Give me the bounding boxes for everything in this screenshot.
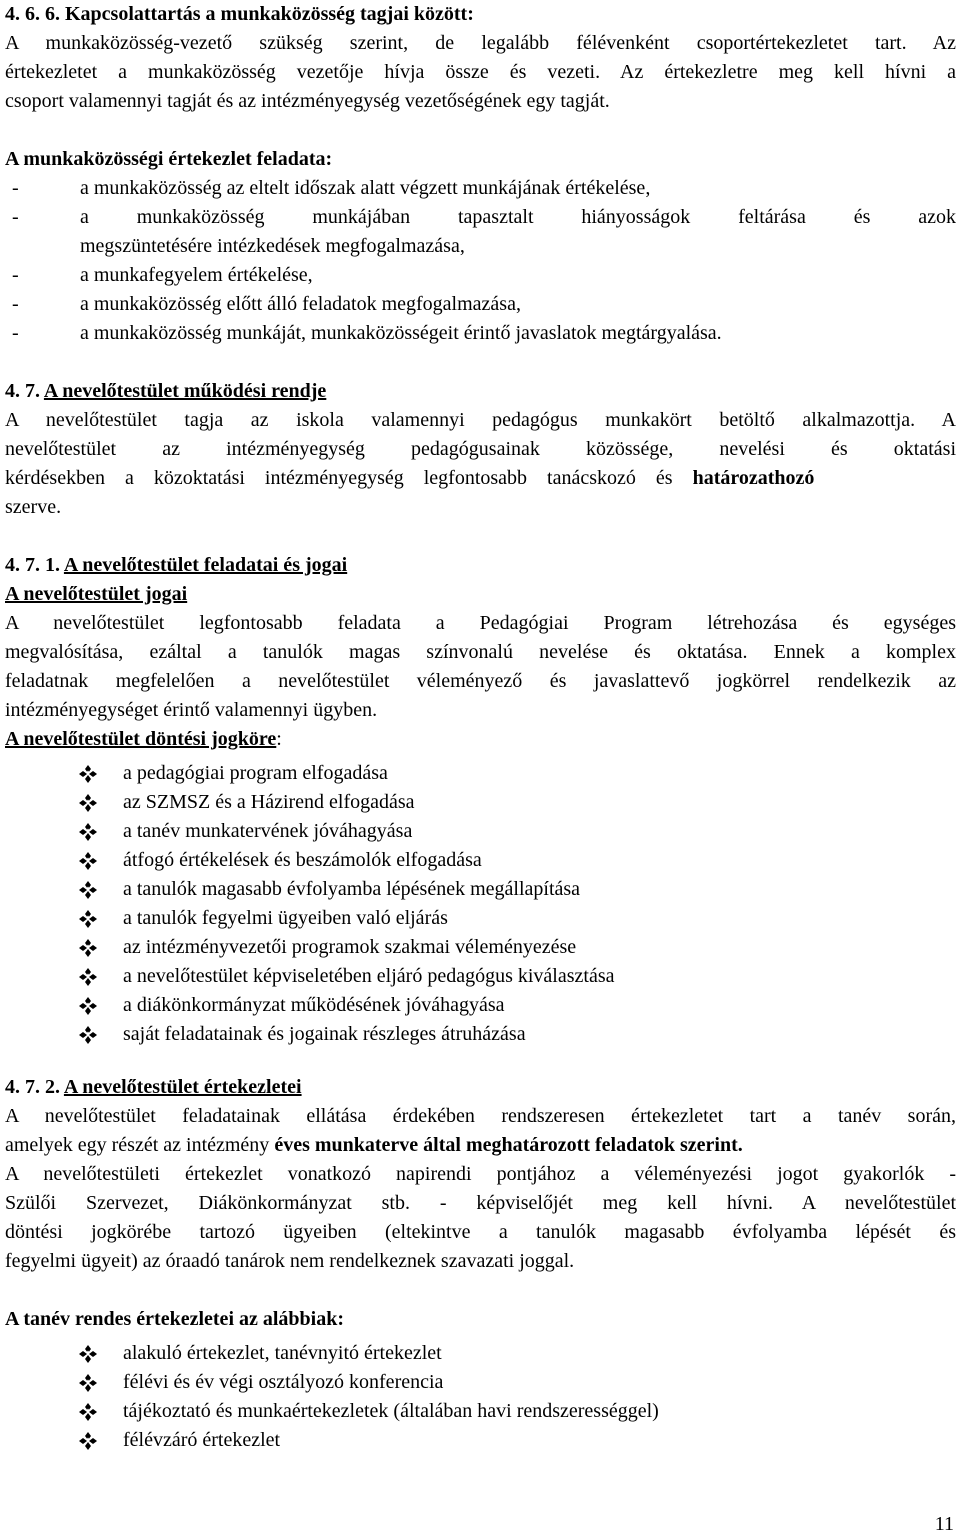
section-472-line-2-plain: amelyek egy részét az intézmény xyxy=(5,1134,275,1156)
bullet-item: a diákönkormányzat működésének jóváhagyása xyxy=(123,994,505,1016)
section-466-line-1: A munkaközösség-vezető szükség szerint, de legalább félévenként csoportértekezletet tart. Az xyxy=(5,32,956,54)
section-472-heading xyxy=(5,1073,302,1102)
section-472-line-6: fegyelmi ügyeit) az óraadó tanárok nem rendelkeznek szavazati joggal. xyxy=(5,1250,575,1272)
section-47-line-4: szerve. xyxy=(5,496,62,518)
bullet-item: a tanulók fegyelmi ügyeiben való eljárás xyxy=(123,907,448,929)
bullet-item: a pedagógiai program elfogadása xyxy=(123,762,388,784)
section-471-heading xyxy=(5,551,347,580)
section-47-line-1: A nevelőtestület tagja az iskola valamennyi pedagógus munkakört betöltő alkalmazottja. A xyxy=(5,409,956,431)
section-472-line-2 xyxy=(5,1131,743,1160)
section-472-number: 4. 7. 2. xyxy=(5,1076,64,1098)
section-471-subtitle: A nevelőtestület jogai xyxy=(5,583,188,605)
section-471-number: 4. 7. 1. xyxy=(5,554,64,576)
bullet-item: félévi és év végi osztályozó konferencia xyxy=(123,1371,444,1393)
four-diamond-bullet-icon xyxy=(78,909,98,929)
four-diamond-bullet-icon xyxy=(78,996,98,1016)
page-number: 11 xyxy=(934,1513,954,1535)
four-diamond-bullet-icon xyxy=(78,851,98,871)
section-472-title: A nevelőtestület értekezletei xyxy=(63,1076,302,1098)
section-471-line-2: megvalósítása, ezáltal a tanulók magas színvonalú nevelése és oktatása. Ennek a komplex xyxy=(5,641,956,663)
section-472-line-3: A nevelőtestületi értekezlet vonatkozó napirendi pontjához a véleményezési jogot gyakorlók - xyxy=(5,1163,956,1185)
section-472-line-4: Szülői Szervezet, Diákönkormányzat stb. - képviselőjét meg kell hívni. A nevelőtestület xyxy=(5,1192,956,1214)
dash-marker: - xyxy=(12,264,19,286)
section-466-line-2: értekezletet a munkaközösség vezetője hívja össze és vezeti. Az értekezletre meg kell hívni a xyxy=(5,61,956,83)
section-472-line-1: A nevelőtestület feladatainak ellátása érdekében rendszeresen értekezletet tart a tanév során, xyxy=(5,1105,956,1127)
bullet-item: a tanulók magasabb évfolyamba lépésének megállapítása xyxy=(123,878,581,900)
bullet-item: átfogó értékelések és beszámolók elfogadása xyxy=(123,849,482,871)
bullet-item: a nevelőtestület képviseletében eljáró pedagógus kiválasztása xyxy=(123,965,615,987)
dash-marker: - xyxy=(12,177,19,199)
four-diamond-bullet-icon xyxy=(78,1025,98,1045)
decision-heading-text: A nevelőtestület döntési jogköre xyxy=(5,728,277,750)
four-diamond-bullet-icon xyxy=(78,1344,98,1364)
bullet-item: alakuló értekezlet, tanévnyitó értekezlet xyxy=(123,1342,442,1364)
section-47-title: A nevelőtestület működési rendje xyxy=(43,380,327,402)
bold-word: határozathozó xyxy=(692,467,815,489)
section-47-line-2: nevelőtestület az intézményegység pedagógusainak közössége, nevelési és oktatási xyxy=(5,438,956,460)
section-466-heading: 4. 6. 6. Kapcsolattartás a munkaközösség tagjai között: xyxy=(5,3,474,25)
four-diamond-bullet-icon xyxy=(78,967,98,987)
four-diamond-bullet-icon xyxy=(78,764,98,784)
four-diamond-bullet-icon xyxy=(78,1431,98,1451)
section-47-line-3-text: kérdésekben a közoktatási intézményegység legfontosabb tanácskozó és xyxy=(5,467,693,489)
bullet-item: az intézményvezetői programok szakmai véleményezése xyxy=(123,936,577,958)
bullet-item: saját feladatainak és jogainak részleges átruházása xyxy=(123,1023,526,1045)
four-diamond-bullet-icon xyxy=(78,880,98,900)
dash-marker: - xyxy=(12,206,19,228)
decision-heading-colon: : xyxy=(276,728,282,750)
four-diamond-bullet-icon xyxy=(78,793,98,813)
bullet-item: az SZMSZ és a Házirend elfogadása xyxy=(123,791,415,813)
task-item-continuation: megszüntetésére intézkedések megfogalmazása, xyxy=(80,235,465,257)
dash-marker: - xyxy=(12,293,19,315)
section-471-line-4: intézményegységet érintő valamennyi ügyben. xyxy=(5,699,378,721)
section-47-number: 4. 7. xyxy=(5,380,44,402)
task-item: a munkaközösség munkáját, munkaközösségeit érintő javaslatok megtárgyalása. xyxy=(80,322,722,344)
section-471-line-1: A nevelőtestület legfontosabb feladata a Pedagógiai Program létrehozása és egységes xyxy=(5,612,956,634)
section-472-line-5: döntési jogkörébe tartozó ügyeiben (eltekintve a tanulók magasabb évfolyamba lépését és xyxy=(5,1221,956,1243)
dash-marker: - xyxy=(12,322,19,344)
four-diamond-bullet-icon xyxy=(78,1373,98,1393)
bullet-item: a tanév munkatervének jóváhagyása xyxy=(123,820,413,842)
four-diamond-bullet-icon xyxy=(78,938,98,958)
bullet-item: félévzáró értekezlet xyxy=(123,1429,281,1451)
task-item: a munkaközösség munkájában tapasztalt hiányosságok feltárása és azok xyxy=(80,206,956,228)
tasks-heading: A munkaközösségi értekezlet feladata: xyxy=(5,148,333,170)
task-item: a munkaközösség előtt álló feladatok megfogalmazása, xyxy=(80,293,521,315)
task-item: a munkaközösség az eltelt időszak alatt végzett munkájának értékelése, xyxy=(80,177,651,199)
regular-meetings-heading: A tanév rendes értekezletei az alábbiak: xyxy=(5,1308,345,1330)
section-471-line-3: feladatnak megfelelően a nevelőtestület véleményező és javaslattevő jogkörrel rendelkezik az xyxy=(5,670,956,692)
four-diamond-bullet-icon xyxy=(78,1402,98,1422)
section-466-line-3: csoport valamennyi tagját és az intézményegység vezetőségének egy tagját. xyxy=(5,90,610,112)
bullet-item: tájékoztató és munkaértekezletek (általában havi rendszerességgel) xyxy=(123,1400,659,1422)
section-47-line-3 xyxy=(5,464,814,493)
section-471-title: A nevelőtestület feladatai és jogai xyxy=(63,554,348,576)
section-47-heading xyxy=(5,377,326,406)
section-472-line-2-bold: éves munkaterve által meghatározott feladatok szerint. xyxy=(274,1134,743,1156)
task-item: a munkafegyelem értékelése, xyxy=(80,264,313,286)
decision-heading xyxy=(5,725,282,754)
four-diamond-bullet-icon xyxy=(78,822,98,842)
